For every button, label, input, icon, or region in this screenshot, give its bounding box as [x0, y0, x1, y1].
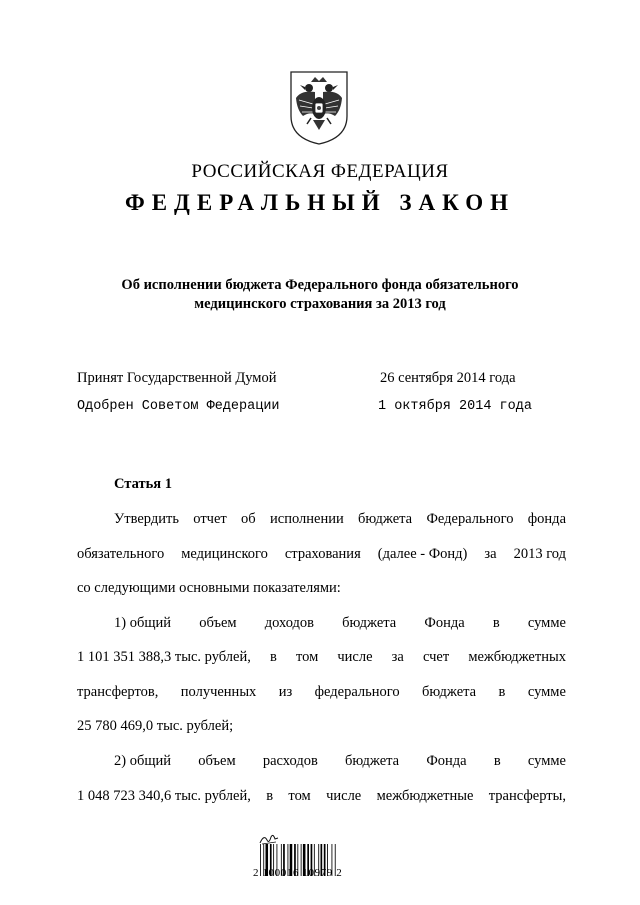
word: 1 048 723 340,6 тыс. рублей, [77, 788, 251, 804]
council-approval-label: Одобрен Советом Федерации [77, 399, 280, 414]
paragraph-line [114, 751, 566, 771]
word: из [278, 684, 293, 700]
paragraph-line [114, 613, 566, 633]
word: в [498, 684, 506, 700]
barcode-number: 2 100016 10979 2 [253, 867, 343, 879]
word: сумме [527, 615, 566, 631]
word: расходов [262, 753, 318, 769]
word: Фонда [426, 753, 467, 769]
word: за [484, 546, 497, 562]
word: объем [198, 753, 236, 769]
word: бюджета [422, 684, 477, 700]
word: трансферты, [488, 788, 566, 804]
word: в [269, 649, 277, 665]
word: Фонда [424, 615, 465, 631]
word: полученных [180, 684, 257, 700]
word: межбюджетные [376, 788, 474, 804]
word: медицинского [181, 546, 268, 562]
word: сумме [527, 684, 566, 700]
word: 1 101 351 388,3 тыс. рублей, [77, 649, 251, 665]
law-title [0, 276, 640, 314]
word: 2013 год [513, 546, 566, 562]
word: трансфертов, [77, 684, 159, 700]
word: числе [326, 788, 362, 804]
word: Утвердить [114, 511, 179, 527]
law-title-line: Об исполнении бюджета Федерального фонда обязательного [121, 277, 519, 293]
document-type: ФЕДЕРАЛЬНЫЙ ЗАКОН [124, 190, 516, 215]
word: страхования [284, 546, 361, 562]
word: в [266, 788, 274, 804]
word: в [493, 753, 501, 769]
paragraph-line: 25 780 469,0 тыс. рублей; [77, 718, 234, 734]
duma-adoption-date: 26 сентября 2014 года [380, 370, 516, 386]
article-heading: Статья 1 [114, 476, 172, 492]
paragraph-line [77, 786, 566, 806]
word: 1) общий [114, 615, 172, 631]
paragraph-line [77, 544, 566, 564]
word: отчет [193, 511, 227, 527]
paragraph-line [114, 509, 566, 529]
word: Федерального [426, 511, 514, 527]
paragraph-line: со следующими основными показателями: [77, 580, 341, 596]
word: (далее - Фонд) [377, 546, 468, 562]
word: в [492, 615, 500, 631]
word: бюджета [358, 511, 413, 527]
word: федерального [314, 684, 400, 700]
word: сумме [527, 753, 566, 769]
word: обязательного [77, 546, 165, 562]
word: бюджета [345, 753, 400, 769]
word: том [288, 788, 311, 804]
word: том [295, 649, 319, 665]
word: исполнении [270, 511, 344, 527]
word: фонда [527, 511, 566, 527]
paragraph-line [77, 647, 566, 667]
word: счет [422, 649, 450, 665]
word: за [391, 649, 404, 665]
word: доходов [264, 615, 315, 631]
paragraph-line [77, 682, 566, 702]
law-title-line: медицинского страхования за 2013 год [194, 296, 446, 312]
word: об [241, 511, 256, 527]
duma-adoption-label: Принят Государственной Думой [77, 370, 277, 386]
council-approval-date: 1 октября 2014 года [378, 399, 532, 414]
word: числе [337, 649, 373, 665]
coat-of-arms-icon [287, 68, 351, 146]
word: 2) общий [114, 753, 172, 769]
word: межбюджетных [468, 649, 566, 665]
word: бюджета [342, 615, 397, 631]
country-name: РОССИЙСКАЯ ФЕДЕРАЦИЯ [191, 161, 449, 182]
word: объем [199, 615, 237, 631]
